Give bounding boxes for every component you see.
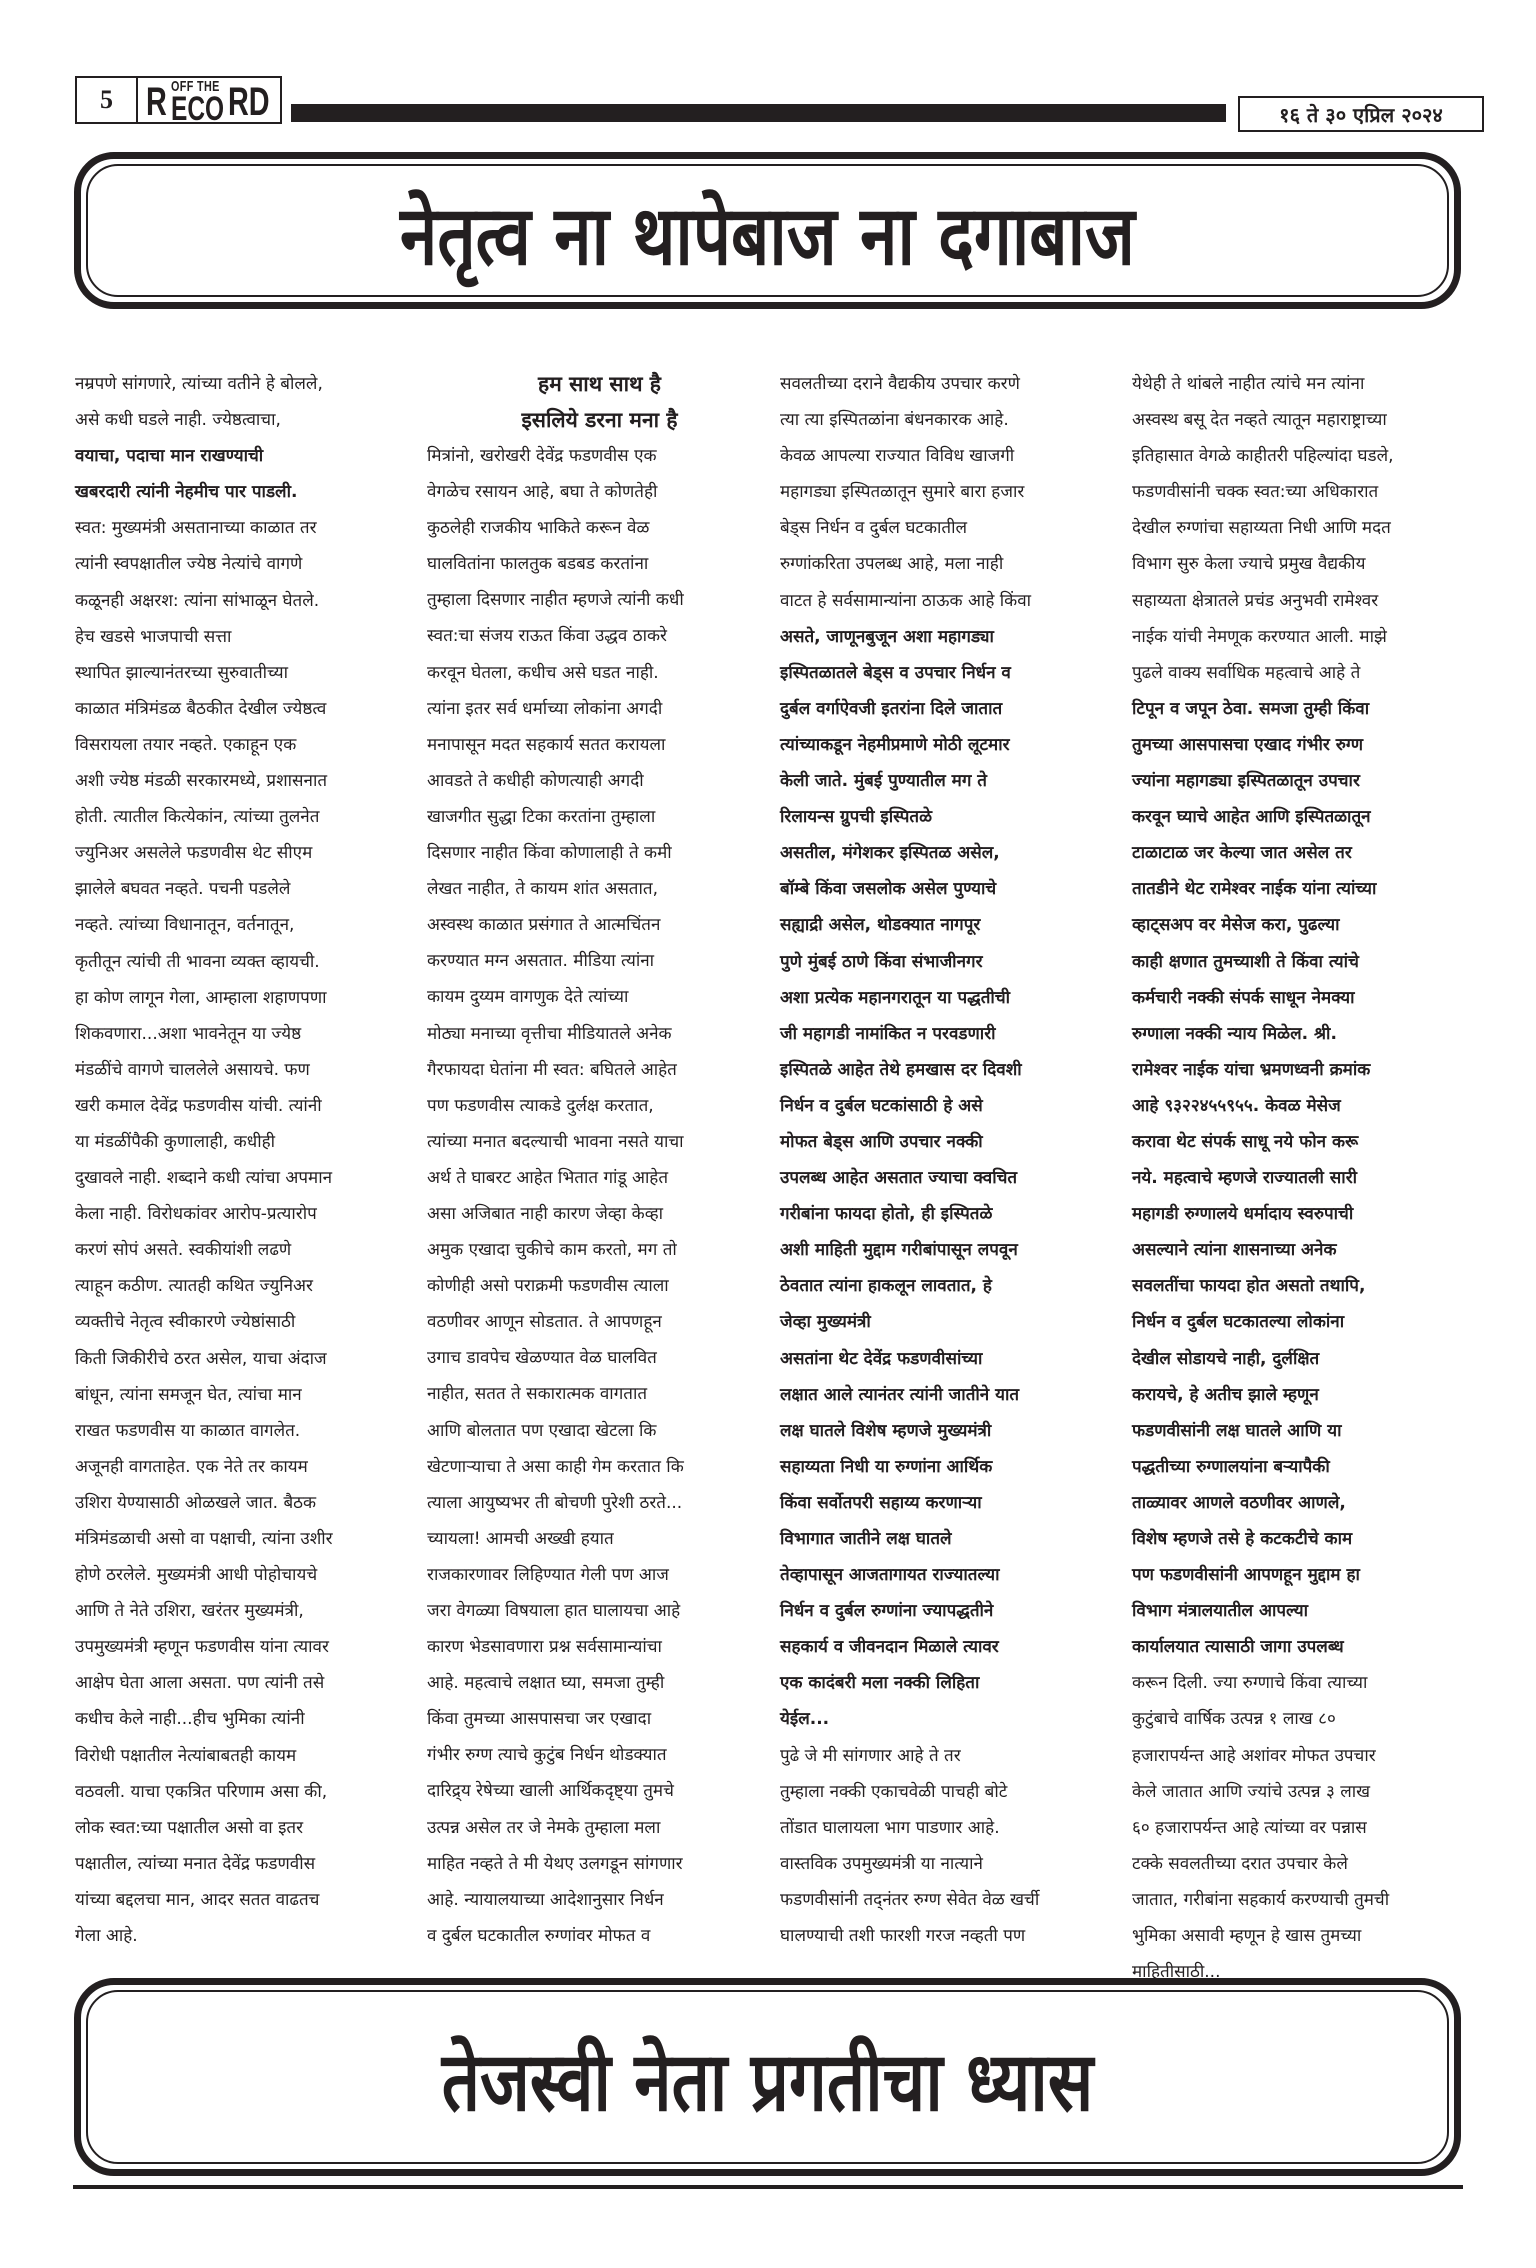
article-line: होणे ठरलेले. मुख्यमंत्री आधी पोहोचायचे <box>75 1565 318 1586</box>
article-line: लक्षात आले त्यानंतर त्यांनी जातीने यात <box>780 1384 1020 1405</box>
article-line: सवलतींचा फायदा होत असतो तथापि, <box>1132 1276 1366 1297</box>
article-line: आहे. महत्वाचे लक्षात घ्या, समजा तुम्ही <box>427 1673 665 1694</box>
article-line: सहाय्यता क्षेत्रातले प्रचंड अनुभवी रामेश्वर <box>1132 590 1379 611</box>
article-line: कुठलेही राजकीय भाकिते करून वेळ <box>427 518 650 539</box>
article-line: होती. त्यातील कित्येकांन, त्यांच्या तुलनेत <box>75 807 320 828</box>
article-line: करवून घेतला, कधीच असे घडत नाही. <box>427 662 659 683</box>
article-line: एक कादंबरी मला नक्की लिहिता <box>780 1673 980 1694</box>
article-line: कळूनही अक्षरश: त्यांना सांभाळून घेतले. <box>75 590 320 611</box>
article-line: अजूनही वागताहेत. एक नेते तर कायम <box>75 1456 308 1477</box>
article-line: येथेही ते थांबले नाहीत त्यांचे मन त्यांना <box>1132 374 1365 394</box>
article-line: उपमुख्यमंत्री म्हणून फडणवीस यांना त्यावर <box>75 1637 329 1658</box>
article-line: अर्थ ते घाबरट आहेत भितात गांडू आहेत <box>427 1167 669 1188</box>
article-line: सवलतीच्या दराने वैद्यकीय उपचार करणे <box>780 374 1020 394</box>
article-line: त्याहून कठीण. त्यातही कथित ज्युनिअर <box>75 1276 313 1297</box>
article-line: पद्धतीच्या रुग्णालयांना बऱ्यापैकी <box>1132 1456 1330 1477</box>
article-line: विभाग मंत्रालयातील आपल्या <box>1132 1601 1309 1622</box>
article-line: रिलायन्स ग्रुपची इस्पितळे <box>780 807 933 828</box>
article-line: बेड्स निर्धन व दुर्बल घटकातील <box>780 518 968 539</box>
article-line: विसरायला तयार नव्हते. एकाहून एक <box>75 734 297 755</box>
article-line: असतील, मंगेशकर इस्पितळ असेल, <box>780 843 1000 864</box>
article-line: रुग्णांकरिता उपलब्ध आहे, मला नाही <box>780 554 1004 575</box>
article-line: वेगळेच रसायन आहे, बघा ते कोणतेही <box>427 482 658 503</box>
article-line: लेखत नाहीत, ते कायम शांत असतात, <box>427 879 658 900</box>
article-line: पुढे जे मी सांगणार आहे ते तर <box>780 1745 961 1766</box>
logo-rd: RD <box>228 80 270 124</box>
article-line: मोफत बेड्स आणि उपचार नक्की <box>780 1131 983 1152</box>
article-line: पण फडणवीसांनी आपणहून मुद्दाम हा <box>1132 1565 1360 1586</box>
article-line: कर्मचारी नक्की संपर्क साधून नेमक्या <box>1132 987 1355 1008</box>
headline-bottom: तेजस्वी नेता प्रगतीचा ध्यास <box>441 2035 1094 2130</box>
article-line: निर्धन व दुर्बल घटकातल्या लोकांना <box>1132 1312 1345 1333</box>
article-line: येईल... <box>780 1709 830 1730</box>
article-line: असतांना थेट देवेंद्र फडणवीसांच्या <box>780 1348 983 1369</box>
article-line: किंवा सर्वोतपरी सहाय्य करणाऱ्या <box>780 1492 982 1513</box>
article-line: त्याला आयुष्यभर ती बोचणी पुरेशी ठरते... <box>427 1492 683 1513</box>
article-line: नव्हते. त्यांच्या विधानातून, वर्तनातून, <box>75 915 295 936</box>
article-line: उगाच डावपेच खेळण्यात वेळ घालवित <box>427 1348 657 1369</box>
article-line: शिकवणारा...अशा भावनेतून या ज्येष्ठ <box>75 1023 302 1044</box>
article-line: इतिहासात वेगळे काहीतरी पहिल्यांदा घडले, <box>1132 446 1394 467</box>
article-line: खरी कमाल देवेंद्र फडणवीस यांची. त्यांनी <box>75 1095 322 1116</box>
article-line: टाळाटाळ जर केल्या जात असेल तर <box>1132 843 1352 864</box>
masthead-bar <box>291 104 1226 122</box>
article-line: जेव्हा मुख्यमंत्री <box>780 1312 871 1333</box>
article-line: वठवली. याचा एकत्रित परिणाम असा की, <box>75 1781 328 1802</box>
article-line: करणं सोपं असते. स्वकीयांशी लढणे <box>75 1240 292 1261</box>
article-line: निर्धन व दुर्बल घटकांसाठी हे असे <box>780 1095 983 1116</box>
article-line: जी महागडी नामांकित न परवडणारी <box>780 1023 996 1044</box>
article-line: ६० हजारापर्यन्त आहे त्यांच्या वर पन्नास <box>1132 1817 1367 1838</box>
article-line: अस्वस्थ काळात प्रसंगात ते आत्मचिंतन <box>427 915 661 936</box>
article-line: असते, जाणूनबुजून अशा महागड्या <box>780 626 994 647</box>
article-line: हजारापर्यन्त आहे अशांवर मोफत उपचार <box>1132 1745 1376 1766</box>
article-line: हा कोण लागून गेला, आम्हाला शहाणपणा <box>75 987 327 1008</box>
article-line: नये. महत्वाचे म्हणजे राज्यातली सारी <box>1132 1168 1358 1189</box>
article-line: करून दिली. ज्या रुग्णाचे किंवा त्याच्या <box>1132 1673 1368 1694</box>
article-line: मोठ्या मनाच्या वृत्तीचा मीडियातले अनेक <box>427 1023 672 1044</box>
article-line: माहितीसाठी... <box>1132 1962 1221 1983</box>
article-line: स्वत: मुख्यमंत्री असतानाच्या काळात तर <box>75 518 317 539</box>
article-line: उत्पन्न असेल तर जे नेमके तुम्हाला मला <box>427 1817 661 1838</box>
article-line: माहित नव्हते ते मी येथए उलगडून सांगणार <box>427 1853 683 1874</box>
article-line: विभाग सुरु केला ज्याचे प्रमुख वैद्यकीय <box>1132 554 1366 575</box>
article-line: नाहीत, सतत ते सकारात्मक वागतात <box>427 1384 648 1405</box>
article-line: फडणवीसांनी तद्नंतर रुग्ण सेवेत वेळ खर्ची <box>780 1889 1040 1910</box>
article-line: जरा वेगळ्या विषयाला हात घालायचा आहे <box>427 1601 681 1621</box>
article-line: कार्यालयात त्यासाठी जागा उपलब्ध <box>1132 1637 1344 1658</box>
article-line: सह्याद्री असेल, थोडक्यात नागपूर <box>780 915 981 936</box>
article-line: दुखावले नाही. शब्दाने कधी त्यांचा अपमान <box>75 1168 333 1189</box>
article-line: उपलब्ध आहेत असतात ज्याचा क्वचित <box>780 1168 1018 1189</box>
article-line: तुम्हाला दिसणार नाहीत म्हणजे त्यांनी कधी <box>427 590 684 611</box>
article-line: विभागात जातीने लक्ष घातले <box>780 1529 952 1549</box>
article-line: लक्ष घातले विशेष म्हणजे मुख्यमंत्री <box>780 1420 992 1441</box>
article-line: त्या त्या इस्पितळांना बंधनकारक आहे. <box>780 410 1009 431</box>
article-line: पण फडणवीस त्याकडे दुर्लक्ष करतात, <box>427 1095 654 1116</box>
article-line: देखील सोडायचे नाही, दुर्लक्षित <box>1132 1348 1320 1369</box>
article-line: रुग्णाला नक्की न्याय मिळेल. श्री. <box>1132 1023 1337 1044</box>
article-line: जातात, गरीबांना सहकार्य करण्याची तुमची <box>1132 1889 1390 1910</box>
article-line: स्थापित झाल्यानंतरच्या सुरुवातीच्या <box>75 662 289 683</box>
article-line: कुटुंबाचे वार्षिक उत्पन्न १ लाख ८० <box>1132 1709 1336 1730</box>
article-line: आक्षेप घेता आला असता. पण त्यांनी तसे <box>75 1673 325 1694</box>
article-line: विरोधी पक्षातील नेत्यांबाबतही कायम <box>75 1745 297 1766</box>
article-line: वठणीवर आणून सोडतात. ते आपणहून <box>427 1312 662 1333</box>
article-line: वास्तविक उपमुख्यमंत्री या नात्याने <box>780 1853 983 1874</box>
article-line: केली जाते. मुंबई पुण्यातील मग ते <box>780 771 988 792</box>
article-line: कोणीही असो पराक्रमी फडणवीस त्याला <box>427 1276 669 1297</box>
article-line: राजकारणावर लिहिण्यात गेली पण आज <box>427 1564 669 1585</box>
article-line: विशेष म्हणजे तसे हे कटकटीचे काम <box>1132 1529 1353 1549</box>
article-line: गरीबांना फायदा होतो, ही इस्पितळे <box>780 1204 993 1225</box>
article-line: पक्षातील, त्यांच्या मनात देवेंद्र फडणवीस <box>75 1853 316 1874</box>
article-line: फडणवीसांनी लक्ष घातले आणि या <box>1132 1420 1342 1441</box>
article-line: खाजगीत सुद्धा टिका करतांना तुम्हाला <box>427 806 656 827</box>
article-column-3 <box>780 366 1125 1954</box>
article-line: दारिद्र्य रेषेच्या खाली आर्थिकदृष्ट्या तुमचे <box>427 1781 674 1802</box>
article-line: मंत्रिमंडळाची असो वा पक्षाची, त्यांना उशीर <box>75 1529 333 1549</box>
article-line: असल्याने त्यांना शासनाच्या अनेक <box>1132 1240 1337 1261</box>
article-line: स्वत:चा संजय राऊत किंवा उद्धव ठाकरे <box>427 626 668 647</box>
article-line: इस्पितळे आहेत तेथे हमखास दर दिवशी <box>780 1059 1022 1080</box>
bottom-rule <box>73 2185 1463 2189</box>
article-line: बांधून, त्यांना समजून घेत, त्यांचा मान <box>75 1384 302 1405</box>
article-line: तुम्हाला नक्की एकाचवेळी पाचही बोटे <box>780 1781 1008 1802</box>
article-column-4 <box>1132 366 1477 1990</box>
subheading-line-1: हम साथ साथ है <box>538 372 661 396</box>
article-line: या मंडळींपैकी कुणालाही, कधीही <box>75 1131 276 1152</box>
article-line: तेव्हापासून आजतागायत राज्यातल्या <box>780 1565 1000 1586</box>
article-line: करावा थेट संपर्क साधू नये फोन करू <box>1132 1131 1359 1152</box>
logo-eco: ECO <box>171 90 225 124</box>
article-line: व्हाट्सअप वर मेसेज करा, पुढल्या <box>1132 915 1340 936</box>
article-line: अस्वस्थ बसू देत नव्हते त्यातून महाराष्ट्राच्या <box>1132 410 1387 431</box>
article-line: मनापासून मदत सहकार्य सतत करायला <box>427 734 666 755</box>
article-line: रामेश्वर नाईक यांचा भ्रमणध्वनी क्रमांक <box>1132 1059 1371 1080</box>
page-number: 5 <box>75 76 138 124</box>
article-line: तातडीने थेट रामेश्वर नाईक यांना त्यांच्या <box>1132 879 1377 900</box>
article-line: मित्रांनो, खरोखरी देवेंद्र फडणवीस एक <box>427 446 657 466</box>
article-line: इस्पितळातले बेड्स व उपचार निर्धन व <box>780 662 1011 683</box>
article-line: दिसणार नाहीत किंवा कोणालाही ते कमी <box>427 843 672 864</box>
article-line: आहे ९३२२४५५९५५. केवळ मेसेज <box>1132 1095 1341 1116</box>
article-line: दुर्बल वर्गाऐवजी इतरांना दिले जातात <box>780 698 1003 719</box>
article-line: आणि बोलतात पण एखादा खेटला कि <box>427 1420 657 1441</box>
article-line: देखील रुग्णांचा सहाय्यता निधी आणि मदत <box>1132 518 1391 539</box>
article-line: वयाचा, पदाचा मान राखण्याची <box>75 446 264 467</box>
article-line: गैरफायदा घेतांना मी स्वत: बघितले आहेत <box>427 1059 677 1080</box>
subheading-line-2: इसलिये डरना मना है <box>521 408 678 432</box>
article-line: गेला आहे. <box>75 1926 138 1947</box>
article-line: असा अजिबात नाही कारण जेव्हा केव्हा <box>427 1203 664 1224</box>
article-line: घालण्याची तशी फारशी गरज नव्हती पण <box>780 1926 1026 1947</box>
article-line: बॉम्बे किंवा जसलोक असेल पुण्याचे <box>780 879 997 900</box>
article-line: आणि ते नेते उशिरा, खरंतर मुख्यमंत्री, <box>75 1601 304 1622</box>
headline-frame-bottom <box>74 1978 1461 2176</box>
article-line: आवडते ते कधीही कोणत्याही अगदी <box>427 770 644 791</box>
masthead <box>75 76 1460 126</box>
article-line: टिपून व जपून ठेवा. समजा तुम्ही किंवा <box>1132 698 1370 719</box>
article-line: महागड्या इस्पितळातून सुमारे बारा हजार <box>780 482 1025 503</box>
article-line: काही क्षणात तुमच्याशी ते किंवा त्यांचे <box>1132 951 1359 972</box>
article-line: कायम दुय्यम वागणुक देते त्यांच्या <box>427 987 629 1008</box>
issue-date: १६ ते ३० एप्रिल २०२४ <box>1238 96 1484 132</box>
article-line: टक्के सवलतीच्या दरात उपचार केले <box>1132 1853 1348 1874</box>
article-line: उशिरा येण्यासाठी ओळखले जात. बैठक <box>75 1492 317 1513</box>
article-line: निर्धन व दुर्बल रुग्णांना ज्यापद्धतीने <box>780 1601 994 1622</box>
article-line: च्यायला! आमची अख्खी हयात <box>427 1528 614 1549</box>
article-line: झालेले बघवत नव्हते. पचनी पडलेले <box>75 879 291 900</box>
article-line: वाटत हे सर्वसामान्यांना ठाऊक आहे किंवा <box>780 590 1032 611</box>
article-line: त्यांना इतर सर्व धर्माच्या लोकांना अगदी <box>427 698 663 719</box>
article-line: नम्रपणे सांगणारे, त्यांच्या वतीने हे बोलले, <box>75 374 323 394</box>
article-line: त्यांच्या मनात बदल्याची भावना नसते याचा <box>427 1131 684 1152</box>
headline-top: नेतृत्व ना थापेबाज ना दगाबाज <box>400 189 1135 284</box>
off-the-record-logo <box>136 76 282 124</box>
article-line: ज्युनिअर असलेले फडणवीस थेट सीएम <box>75 843 313 864</box>
article-column-1 <box>75 366 420 1954</box>
article-line: भुमिका असावी म्हणून हे खास तुमच्या <box>1132 1926 1362 1947</box>
article-line: केवळ आपल्या राज्यात विविध खाजगी <box>780 446 1015 467</box>
article-line: अमुक एखादा चुकीचे काम करतो, मग तो <box>427 1240 677 1261</box>
article-line: खबरदारी त्यांनी नेहमीच पार पाडली. <box>75 482 298 503</box>
article-line: यांच्या बद्दलचा मान, आदर सतत वाढतच <box>75 1889 320 1910</box>
article-line: कृतीतून त्यांची ती भावना व्यक्त व्हायची. <box>75 951 320 972</box>
article-line: किंवा तुमच्या आसपासचा जर एखादा <box>427 1709 652 1730</box>
article-line: पुणे मुंबई ठाणे किंवा संभाजीनगर <box>780 951 983 972</box>
article-line: मंडळींचे वागणे चाललेले असायचे. फण <box>75 1059 310 1080</box>
article-line: त्यांच्याकडून नेहमीप्रमाणे मोठी लूटमार <box>780 734 1010 755</box>
article-line: तोंडात घालायला भाग पाडणार आहे. <box>780 1817 1000 1838</box>
logo-off-the: OFF THE <box>171 78 220 95</box>
article-line: अशा प्रत्येक महानगरातून या पद्धतीची <box>780 987 1011 1008</box>
article-line: फडणवीसांनी चक्क स्वत:च्या अधिकारात <box>1132 482 1379 503</box>
article-line: सहाय्यता निधी या रुग्णांना आर्थिक <box>780 1456 993 1477</box>
article-line: व दुर्बल घटकातील रुग्णांवर मोफत व <box>427 1925 651 1946</box>
article-line: ज्यांना महागड्या इस्पितळातून उपचार <box>1132 771 1360 792</box>
article-line: केले जातात आणि ज्यांचे उत्पन्न ३ लाख <box>1132 1781 1371 1802</box>
article-line: ठेवतात त्यांना हाकलून लावतात, हे <box>780 1276 992 1297</box>
headline-frame-top <box>74 152 1461 309</box>
article-line: करवून घ्याचे आहेत आणि इस्पितळातून <box>1132 807 1371 828</box>
article-line: व्यक्तीचे नेतृत्व स्वीकारणे ज्येष्ठांसाठी <box>75 1312 296 1333</box>
article-line: तुमच्या आसपासचा एखाद गंभीर रुग्ण <box>1132 734 1363 755</box>
article-line: ताळ्यावर आणले वठणीवर आणले, <box>1132 1492 1346 1513</box>
article-line: काळात मंत्रिमंडळ बैठकीत देखील ज्येष्ठत्व <box>75 698 327 719</box>
article-line: अशी ज्येष्ठ मंडळी सरकारमध्ये, प्रशासनात <box>75 771 328 792</box>
article-line: अशी माहिती मुद्दाम गरीबांपासून लपवून <box>780 1240 1018 1261</box>
article-line: करण्यात मग्न असतात. मीडिया त्यांना <box>427 951 655 972</box>
article-line: खेटणाऱ्याचा ते असा काही गेम करतात कि <box>427 1456 684 1477</box>
article-line: सहकार्य व जीवनदान मिळाले त्यावर <box>780 1637 999 1658</box>
article-line: कधीच केले नाही...हीच भुमिका त्यांनी <box>75 1709 305 1730</box>
logo-letter-r: R <box>146 80 167 124</box>
article-line: पुढले वाक्य सर्वाधिक महत्वाचे आहे ते <box>1132 662 1361 683</box>
article-line: करायचे, हे अतीच झाले म्हणून <box>1132 1384 1319 1405</box>
article-line: नाईक यांची नेमणूक करण्यात आली. माझे <box>1132 626 1387 647</box>
article-line: कारण भेडसावणारा प्रश्न सर्वसामान्यांचा <box>427 1637 662 1658</box>
article-line: त्यांनी स्वपक्षातील ज्येष्ठ नेत्यांचे वागणे <box>75 554 303 575</box>
article-line: केला नाही. विरोधकांवर आरोप-प्रत्यारोप <box>75 1204 317 1225</box>
article-line: असे कधी घडले नाही. ज्येष्ठत्वाचा, <box>75 410 281 431</box>
article-line: गंभीर रुग्ण त्याचे कुटुंब निर्धन थोडक्यात <box>427 1745 667 1766</box>
article-line: आहे. न्यायालयाच्या आदेशानुसार निर्धन <box>427 1889 664 1910</box>
article-line: महागडी रुग्णालये धर्मादाय स्वरुपाची <box>1132 1204 1354 1225</box>
article-column-2 <box>427 366 772 1954</box>
article-line: हेच खडसे भाजपाची सत्ता <box>75 626 232 647</box>
article-line: राखत फडणवीस या काळात वागलेत. <box>75 1420 301 1441</box>
article-line: लोक स्वत:च्या पक्षातील असो वा इतर <box>75 1817 304 1838</box>
article-line: घालवितांना फालतुक बडबड करतांना <box>427 554 649 575</box>
article-line: किती जिकीरीचे ठरत असेल, याचा अंदाज <box>75 1348 327 1369</box>
